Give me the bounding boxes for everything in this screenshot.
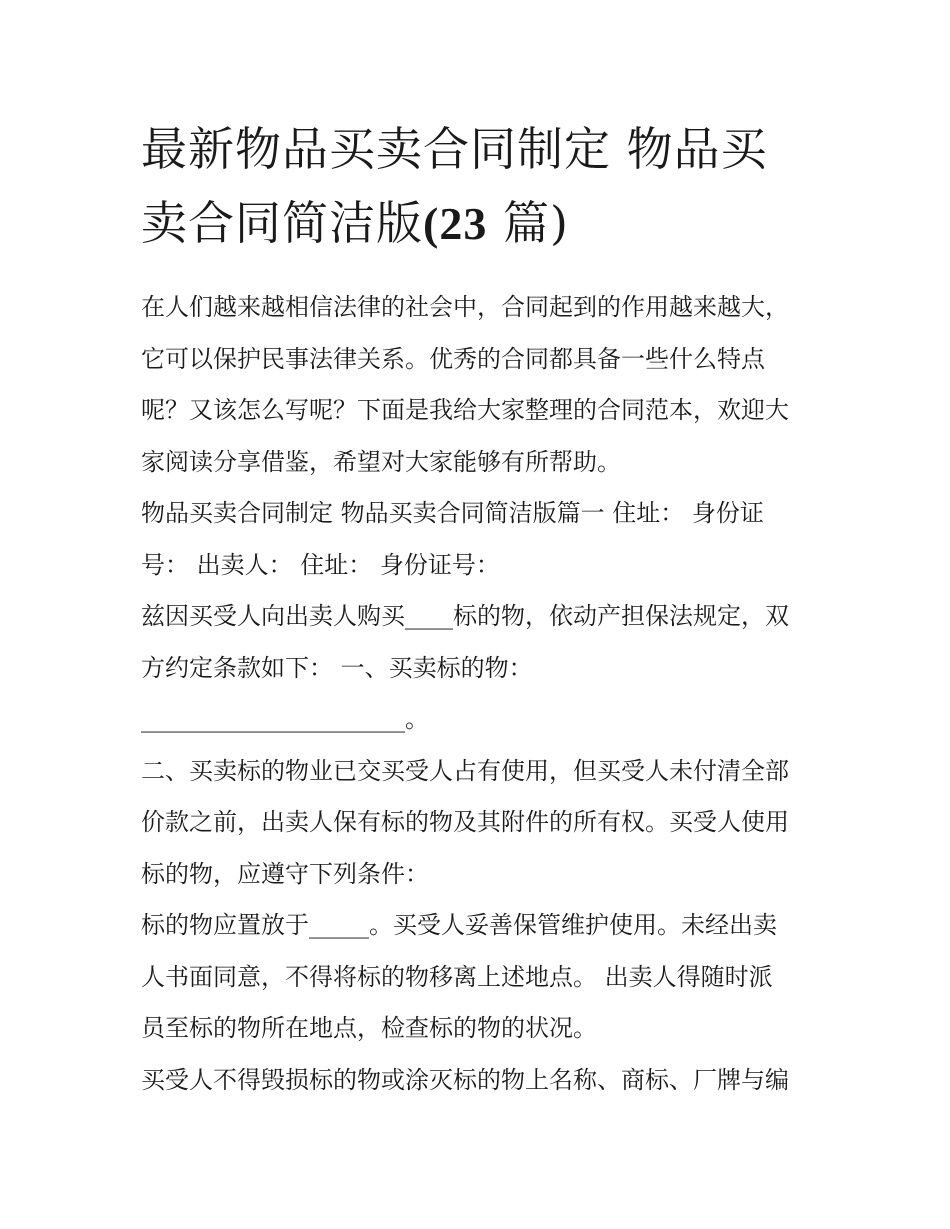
- title-line-2-end: 篇): [487, 196, 569, 250]
- paragraph-placement: [141, 900, 821, 1055]
- title-line-1: 最新物品买卖合同制定 物品买: [141, 122, 768, 176]
- text-line: 物品买卖合同制定 物品买卖合同简洁版篇一 住址： 身份证: [141, 499, 764, 527]
- text-line: 在人们越来越相信法律的社会中，合同起到的作用越来越大，: [141, 293, 789, 321]
- text-line: 它可以保护民事法律关系。优秀的合同都具备一些什么特点: [141, 344, 765, 373]
- paragraph-terms: [141, 591, 821, 746]
- paragraph-obligations: [141, 1055, 821, 1107]
- paragraph-clause-2: [141, 746, 821, 901]
- text-line: ______________________。: [141, 705, 429, 733]
- paragraph-parties: [141, 488, 821, 591]
- text-line: 呢？又该怎么写呢？下面是我给大家整理的合同范本，欢迎大: [141, 396, 789, 424]
- text-line: 兹因买受人向出卖人购买____标的物，依动产担保法规定，双: [141, 602, 789, 630]
- title-line-2-count: (23: [423, 198, 488, 249]
- text-line: 家阅读分享借鉴，希望对大家能够有所帮助。: [141, 447, 621, 476]
- text-line: 买受人不得毁损标的物或涂灭标的物上名称、商标、厂牌与编: [141, 1065, 789, 1094]
- text-line: 方约定条款如下： 一、买卖标的物：: [141, 653, 533, 682]
- text-line: 号： 出卖人： 住址： 身份证号：: [141, 550, 500, 579]
- document-page: [141, 112, 821, 1106]
- text-line: 标的物，应遵守下列条件：: [141, 859, 429, 888]
- text-line: 员至标的物所在地点，检查标的物的状况。: [141, 1014, 597, 1042]
- text-line: 价款之前，出卖人保有标的物及其附件的所有权。买受人使用: [141, 808, 789, 836]
- text-line: 标的物应置放于_____。买受人妥善保管维护使用。未经出卖: [141, 911, 777, 939]
- text-line: 二、买卖标的物业已交买受人占有使用，但买受人未付清全部: [141, 756, 789, 785]
- document-title: [141, 112, 821, 261]
- text-line: 人书面同意，不得将标的物移离上述地点。 出卖人得随时派: [141, 962, 773, 991]
- title-line-2-text: 卖合同简洁版: [141, 196, 423, 250]
- paragraph-intro: [141, 282, 821, 488]
- document-body: [141, 282, 821, 1106]
- title-line-2: [141, 186, 821, 261]
